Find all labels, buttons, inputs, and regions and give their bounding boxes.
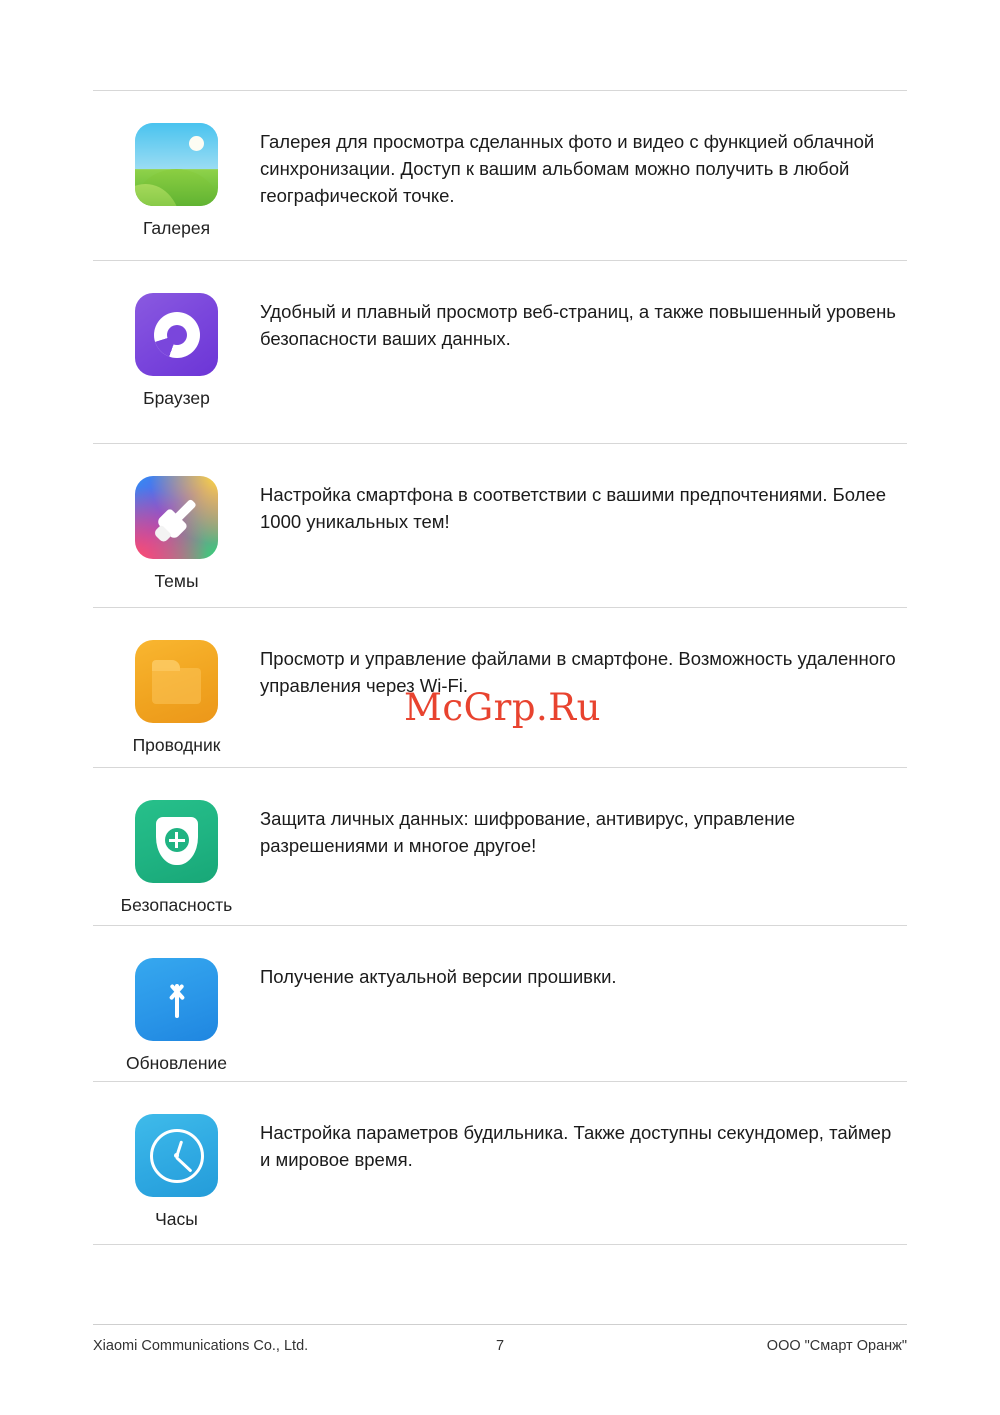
themes-icon <box>135 476 218 559</box>
app-list <box>93 90 907 1245</box>
app-description <box>260 1082 907 1174</box>
app-icon-column <box>93 1082 260 1230</box>
plus-icon-horizontal <box>169 839 185 842</box>
app-description-text: Получение актуальной версии прошивки. <box>260 966 617 987</box>
app-icon-column <box>93 444 260 592</box>
list-item <box>93 926 907 1082</box>
app-icon-column <box>93 608 260 756</box>
page-footer <box>93 1338 907 1354</box>
sun-icon <box>189 136 204 151</box>
app-icon-column <box>93 926 260 1074</box>
shield-icon <box>135 800 218 883</box>
folder-icon <box>135 640 218 723</box>
list-item <box>93 444 907 608</box>
app-description <box>260 91 907 209</box>
app-label: Темы <box>154 571 199 591</box>
app-description <box>260 261 907 353</box>
up-arrow-icon <box>135 958 218 1041</box>
footer-divider <box>93 1324 907 1325</box>
browser-swirl-shape <box>154 312 200 358</box>
app-description-text: Настройка смартфона в соответствии с вашими предпочтениями. Более 1000 уникальных тем! <box>260 484 887 532</box>
page-number: 7 <box>495 1338 505 1354</box>
app-description <box>260 926 907 991</box>
app-label: Обновление <box>125 1053 228 1073</box>
app-label: Часы <box>155 1209 198 1229</box>
app-icon-column <box>93 768 260 916</box>
app-description <box>260 444 907 536</box>
app-description-text: Настройка параметров будильника. Также доступны секундомер, таймер и мировое время. <box>260 1122 892 1170</box>
browser-icon <box>135 293 218 376</box>
app-description-text: Защита личных данных: шифрование, антивирус, управление разрешениями и многое другое! <box>260 808 796 856</box>
app-description-text: Галерея для просмотра сделанных фото и видео с функцией облачной синхронизации. Доступ к вашим альбомам можно получить в любой географической точке. <box>260 131 875 206</box>
app-icon-column <box>93 261 260 409</box>
list-item <box>93 261 907 444</box>
app-label: Галерея <box>142 218 211 238</box>
app-label: Браузер <box>143 388 210 408</box>
footer-company-right: ООО "Смарт Оранж" <box>766 1338 907 1354</box>
clock-center-dot-shape <box>174 1153 179 1158</box>
gallery-sky-shape <box>135 123 218 169</box>
app-description-text: Удобный и плавный просмотр веб-страниц, а также повышенный уровень безопасности ваших данных. <box>260 301 896 349</box>
app-label: Проводник <box>132 735 221 755</box>
app-icon-column <box>93 91 260 239</box>
app-label: Безопасность <box>120 895 233 915</box>
footer-company-left: Xiaomi Communications Co., Ltd. <box>93 1338 309 1354</box>
app-description-text: Просмотр и управление файлами в смартфоне. Возможность удаленного управления через Wi-Fi. <box>260 648 896 696</box>
folder-body-shape <box>152 668 201 704</box>
app-description <box>260 768 907 860</box>
list-item <box>93 1082 907 1245</box>
list-item <box>93 91 907 261</box>
list-item <box>93 768 907 926</box>
watermark: McGrp.Ru <box>404 686 601 729</box>
clock-icon <box>135 1114 218 1197</box>
gallery-icon <box>135 123 218 206</box>
